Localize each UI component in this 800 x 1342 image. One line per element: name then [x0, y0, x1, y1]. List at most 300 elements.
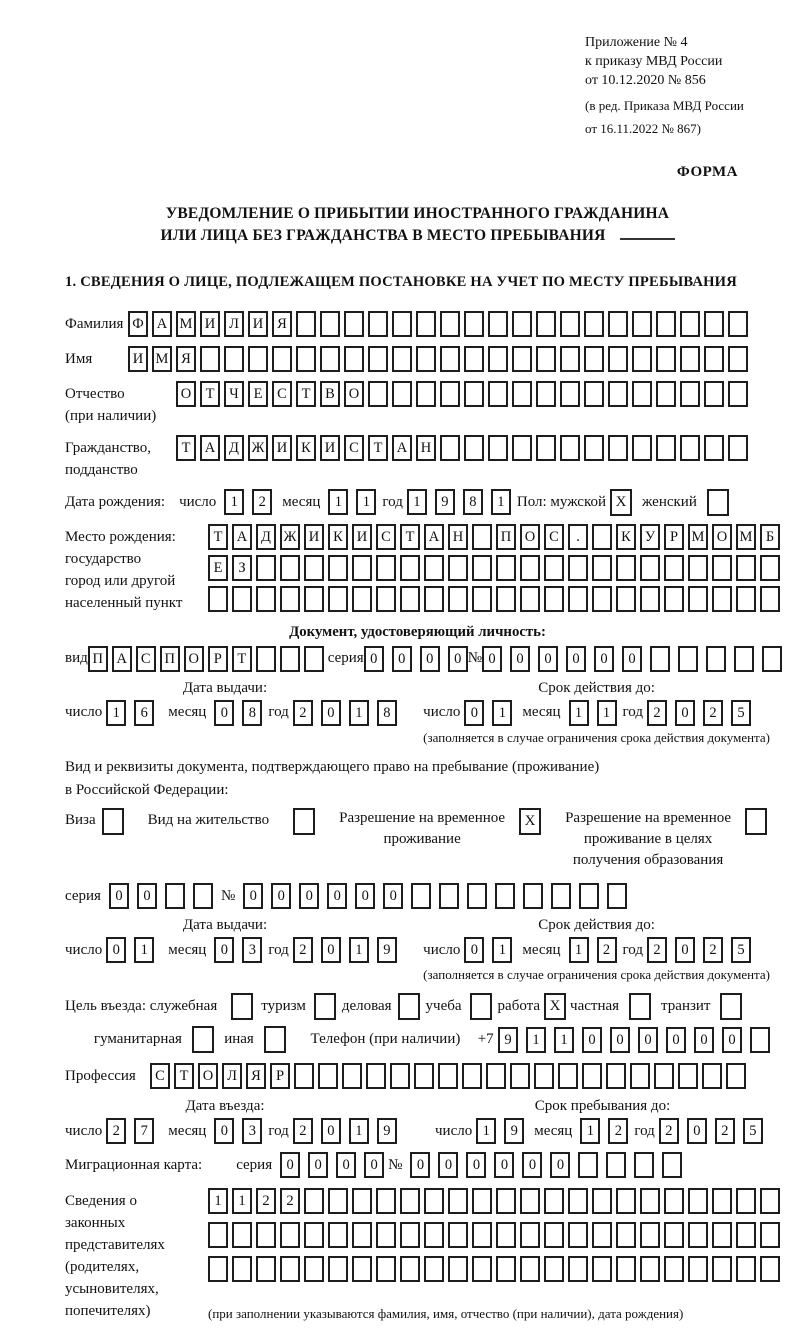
char-cell[interactable]: [328, 1188, 348, 1214]
char-cell[interactable]: [304, 555, 324, 581]
char-cell[interactable]: 1: [349, 700, 369, 726]
char-cell[interactable]: [320, 311, 340, 337]
char-cell[interactable]: [376, 1222, 396, 1248]
char-cell[interactable]: [256, 555, 276, 581]
char-cell[interactable]: [272, 346, 292, 372]
char-cell[interactable]: [584, 435, 604, 461]
char-cell[interactable]: [656, 311, 676, 337]
char-cell[interactable]: Т: [174, 1063, 194, 1089]
char-cell[interactable]: [616, 1222, 636, 1248]
char-cell[interactable]: [534, 1063, 554, 1089]
char-cell[interactable]: [560, 346, 580, 372]
char-cell[interactable]: [193, 883, 213, 909]
char-cell[interactable]: И: [248, 311, 268, 337]
char-cell[interactable]: 0: [522, 1152, 542, 1178]
business-checkbox[interactable]: [398, 993, 420, 1020]
char-cell[interactable]: [496, 1188, 516, 1214]
char-cell[interactable]: [704, 311, 724, 337]
char-cell[interactable]: [579, 883, 599, 909]
char-cell[interactable]: [712, 1222, 732, 1248]
char-cell[interactable]: 9: [435, 489, 455, 515]
female-checkbox[interactable]: [707, 489, 729, 516]
char-cell[interactable]: 1: [106, 700, 126, 726]
transit-checkbox[interactable]: [720, 993, 742, 1020]
char-cell[interactable]: 9: [377, 937, 397, 963]
char-cell[interactable]: 7: [134, 1118, 154, 1144]
char-cell[interactable]: 0: [280, 1152, 300, 1178]
char-cell[interactable]: 2: [703, 700, 723, 726]
char-cell[interactable]: [448, 555, 468, 581]
char-cell[interactable]: [608, 346, 628, 372]
char-cell[interactable]: [640, 555, 660, 581]
char-cell[interactable]: [208, 1222, 228, 1248]
char-cell[interactable]: [376, 555, 396, 581]
char-cell[interactable]: 0: [355, 883, 375, 909]
char-cell[interactable]: [376, 1188, 396, 1214]
private-checkbox[interactable]: [629, 993, 651, 1020]
char-cell[interactable]: О: [712, 524, 732, 550]
char-cell[interactable]: [342, 1063, 362, 1089]
char-cell[interactable]: [464, 435, 484, 461]
char-cell[interactable]: .: [568, 524, 588, 550]
char-cell[interactable]: [750, 1027, 770, 1053]
char-cell[interactable]: К: [296, 435, 316, 461]
char-cell[interactable]: [304, 1222, 324, 1248]
char-cell[interactable]: [464, 381, 484, 407]
char-cell[interactable]: Р: [208, 646, 228, 672]
char-cell[interactable]: [424, 586, 444, 612]
char-cell[interactable]: 0: [638, 1027, 658, 1053]
char-cell[interactable]: 2: [659, 1118, 679, 1144]
char-cell[interactable]: [416, 311, 436, 337]
char-cell[interactable]: 0: [566, 646, 586, 672]
char-cell[interactable]: [416, 381, 436, 407]
char-cell[interactable]: [654, 1063, 674, 1089]
char-cell[interactable]: [376, 1256, 396, 1282]
char-cell[interactable]: [344, 346, 364, 372]
char-cell[interactable]: 0: [510, 646, 530, 672]
char-cell[interactable]: Л: [222, 1063, 242, 1089]
char-cell[interactable]: [762, 646, 782, 672]
char-cell[interactable]: [464, 311, 484, 337]
char-cell[interactable]: 0: [364, 1152, 384, 1178]
tourism-checkbox[interactable]: [314, 993, 336, 1020]
char-cell[interactable]: 5: [743, 1118, 763, 1144]
char-cell[interactable]: [368, 346, 388, 372]
char-cell[interactable]: [664, 1222, 684, 1248]
work-checkbox[interactable]: X: [544, 993, 566, 1020]
char-cell[interactable]: 5: [731, 700, 751, 726]
char-cell[interactable]: 1: [356, 489, 376, 515]
char-cell[interactable]: [512, 435, 532, 461]
char-cell[interactable]: Ф: [128, 311, 148, 337]
char-cell[interactable]: [760, 586, 780, 612]
char-cell[interactable]: [584, 346, 604, 372]
char-cell[interactable]: Т: [296, 381, 316, 407]
char-cell[interactable]: А: [112, 646, 132, 672]
char-cell[interactable]: 0: [675, 700, 695, 726]
char-cell[interactable]: М: [176, 311, 196, 337]
char-cell[interactable]: [592, 524, 612, 550]
char-cell[interactable]: [472, 1188, 492, 1214]
char-cell[interactable]: 0: [109, 883, 129, 909]
char-cell[interactable]: [304, 1256, 324, 1282]
char-cell[interactable]: С: [376, 524, 396, 550]
char-cell[interactable]: [560, 435, 580, 461]
char-cell[interactable]: 9: [504, 1118, 524, 1144]
char-cell[interactable]: 0: [466, 1152, 486, 1178]
char-cell[interactable]: [424, 1256, 444, 1282]
char-cell[interactable]: [568, 1256, 588, 1282]
char-cell[interactable]: [662, 1152, 682, 1178]
char-cell[interactable]: С: [544, 524, 564, 550]
char-cell[interactable]: [650, 646, 670, 672]
char-cell[interactable]: Е: [208, 555, 228, 581]
char-cell[interactable]: [248, 346, 268, 372]
char-cell[interactable]: А: [232, 524, 252, 550]
char-cell[interactable]: [392, 346, 412, 372]
char-cell[interactable]: М: [152, 346, 172, 372]
char-cell[interactable]: 0: [448, 646, 468, 672]
char-cell[interactable]: [544, 1222, 564, 1248]
char-cell[interactable]: [664, 1256, 684, 1282]
char-cell[interactable]: 2: [280, 1188, 300, 1214]
char-cell[interactable]: 0: [364, 646, 384, 672]
char-cell[interactable]: [366, 1063, 386, 1089]
char-cell[interactable]: 0: [687, 1118, 707, 1144]
char-cell[interactable]: [680, 435, 700, 461]
char-cell[interactable]: 0: [494, 1152, 514, 1178]
char-cell[interactable]: А: [424, 524, 444, 550]
char-cell[interactable]: 2: [293, 937, 313, 963]
char-cell[interactable]: 1: [349, 937, 369, 963]
char-cell[interactable]: 0: [582, 1027, 602, 1053]
char-cell[interactable]: Т: [208, 524, 228, 550]
char-cell[interactable]: [551, 883, 571, 909]
char-cell[interactable]: К: [328, 524, 348, 550]
char-cell[interactable]: Т: [400, 524, 420, 550]
temp-permit-checkbox[interactable]: X: [519, 808, 541, 835]
char-cell[interactable]: [256, 646, 276, 672]
char-cell[interactable]: А: [392, 435, 412, 461]
char-cell[interactable]: [280, 586, 300, 612]
char-cell[interactable]: [536, 346, 556, 372]
char-cell[interactable]: [472, 555, 492, 581]
char-cell[interactable]: О: [176, 381, 196, 407]
char-cell[interactable]: [640, 586, 660, 612]
char-cell[interactable]: 0: [214, 700, 234, 726]
char-cell[interactable]: 0: [299, 883, 319, 909]
char-cell[interactable]: [544, 586, 564, 612]
char-cell[interactable]: У: [640, 524, 660, 550]
char-cell[interactable]: [488, 381, 508, 407]
char-cell[interactable]: [256, 586, 276, 612]
char-cell[interactable]: Л: [224, 311, 244, 337]
char-cell[interactable]: Д: [224, 435, 244, 461]
char-cell[interactable]: [208, 586, 228, 612]
char-cell[interactable]: [520, 1256, 540, 1282]
char-cell[interactable]: 0: [321, 937, 341, 963]
char-cell[interactable]: [200, 346, 220, 372]
char-cell[interactable]: [512, 311, 532, 337]
char-cell[interactable]: [704, 346, 724, 372]
char-cell[interactable]: [728, 381, 748, 407]
char-cell[interactable]: [607, 883, 627, 909]
char-cell[interactable]: А: [152, 311, 172, 337]
char-cell[interactable]: 0: [438, 1152, 458, 1178]
char-cell[interactable]: [411, 883, 431, 909]
char-cell[interactable]: 0: [482, 646, 502, 672]
char-cell[interactable]: Д: [256, 524, 276, 550]
char-cell[interactable]: [728, 346, 748, 372]
char-cell[interactable]: 1: [232, 1188, 252, 1214]
char-cell[interactable]: [496, 1222, 516, 1248]
char-cell[interactable]: Н: [416, 435, 436, 461]
char-cell[interactable]: [496, 555, 516, 581]
char-cell[interactable]: 0: [666, 1027, 686, 1053]
char-cell[interactable]: [294, 1063, 314, 1089]
char-cell[interactable]: [256, 1256, 276, 1282]
edu-permit-checkbox[interactable]: [745, 808, 767, 835]
char-cell[interactable]: [688, 1256, 708, 1282]
char-cell[interactable]: [736, 1256, 756, 1282]
char-cell[interactable]: [544, 1256, 564, 1282]
char-cell[interactable]: [280, 1256, 300, 1282]
char-cell[interactable]: [608, 311, 628, 337]
char-cell[interactable]: Т: [368, 435, 388, 461]
char-cell[interactable]: [520, 555, 540, 581]
char-cell[interactable]: П: [88, 646, 108, 672]
char-cell[interactable]: 0: [327, 883, 347, 909]
char-cell[interactable]: [606, 1063, 626, 1089]
char-cell[interactable]: О: [198, 1063, 218, 1089]
char-cell[interactable]: 1: [569, 937, 589, 963]
char-cell[interactable]: [352, 1256, 372, 1282]
char-cell[interactable]: [760, 555, 780, 581]
char-cell[interactable]: [280, 1222, 300, 1248]
char-cell[interactable]: [544, 555, 564, 581]
char-cell[interactable]: [512, 346, 532, 372]
char-cell[interactable]: [584, 381, 604, 407]
char-cell[interactable]: В: [320, 381, 340, 407]
char-cell[interactable]: И: [128, 346, 148, 372]
char-cell[interactable]: [414, 1063, 434, 1089]
char-cell[interactable]: И: [304, 524, 324, 550]
char-cell[interactable]: [304, 1188, 324, 1214]
char-cell[interactable]: [304, 646, 324, 672]
official-checkbox[interactable]: [231, 993, 253, 1020]
char-cell[interactable]: [376, 586, 396, 612]
char-cell[interactable]: [688, 1188, 708, 1214]
char-cell[interactable]: [678, 646, 698, 672]
char-cell[interactable]: [400, 1256, 420, 1282]
char-cell[interactable]: 1: [526, 1027, 546, 1053]
char-cell[interactable]: [640, 1188, 660, 1214]
char-cell[interactable]: [616, 555, 636, 581]
char-cell[interactable]: [680, 311, 700, 337]
char-cell[interactable]: [736, 555, 756, 581]
char-cell[interactable]: [400, 1188, 420, 1214]
char-cell[interactable]: [495, 883, 515, 909]
char-cell[interactable]: [726, 1063, 746, 1089]
char-cell[interactable]: 0: [383, 883, 403, 909]
char-cell[interactable]: [578, 1152, 598, 1178]
char-cell[interactable]: [352, 555, 372, 581]
char-cell[interactable]: [712, 1188, 732, 1214]
study-checkbox[interactable]: [470, 993, 492, 1020]
char-cell[interactable]: 1: [328, 489, 348, 515]
char-cell[interactable]: [416, 346, 436, 372]
char-cell[interactable]: 9: [377, 1118, 397, 1144]
char-cell[interactable]: [296, 311, 316, 337]
char-cell[interactable]: [702, 1063, 722, 1089]
char-cell[interactable]: [608, 435, 628, 461]
char-cell[interactable]: [560, 311, 580, 337]
char-cell[interactable]: [424, 555, 444, 581]
char-cell[interactable]: [488, 435, 508, 461]
char-cell[interactable]: [328, 586, 348, 612]
visa-checkbox[interactable]: [102, 808, 124, 835]
char-cell[interactable]: Р: [664, 524, 684, 550]
char-cell[interactable]: [440, 435, 460, 461]
char-cell[interactable]: [568, 555, 588, 581]
char-cell[interactable]: [632, 311, 652, 337]
char-cell[interactable]: [680, 381, 700, 407]
char-cell[interactable]: [536, 381, 556, 407]
char-cell[interactable]: 0: [550, 1152, 570, 1178]
char-cell[interactable]: [368, 381, 388, 407]
char-cell[interactable]: К: [616, 524, 636, 550]
char-cell[interactable]: [344, 311, 364, 337]
char-cell[interactable]: [352, 586, 372, 612]
char-cell[interactable]: [232, 1222, 252, 1248]
char-cell[interactable]: [688, 1222, 708, 1248]
char-cell[interactable]: [392, 381, 412, 407]
char-cell[interactable]: 2: [256, 1188, 276, 1214]
char-cell[interactable]: [632, 346, 652, 372]
char-cell[interactable]: [734, 646, 754, 672]
char-cell[interactable]: [664, 1188, 684, 1214]
char-cell[interactable]: [232, 586, 252, 612]
char-cell[interactable]: 0: [321, 700, 341, 726]
char-cell[interactable]: 1: [349, 1118, 369, 1144]
char-cell[interactable]: [448, 1188, 468, 1214]
char-cell[interactable]: [568, 1188, 588, 1214]
char-cell[interactable]: Ж: [280, 524, 300, 550]
char-cell[interactable]: 3: [242, 1118, 262, 1144]
char-cell[interactable]: [640, 1256, 660, 1282]
char-cell[interactable]: [400, 1222, 420, 1248]
char-cell[interactable]: 1: [492, 937, 512, 963]
char-cell[interactable]: 1: [224, 489, 244, 515]
char-cell[interactable]: [634, 1152, 654, 1178]
char-cell[interactable]: [616, 1188, 636, 1214]
char-cell[interactable]: 0: [694, 1027, 714, 1053]
char-cell[interactable]: [568, 1222, 588, 1248]
char-cell[interactable]: [656, 381, 676, 407]
char-cell[interactable]: [544, 1188, 564, 1214]
char-cell[interactable]: 2: [703, 937, 723, 963]
char-cell[interactable]: [520, 586, 540, 612]
char-cell[interactable]: 1: [580, 1118, 600, 1144]
char-cell[interactable]: 0: [392, 646, 412, 672]
char-cell[interactable]: [488, 311, 508, 337]
char-cell[interactable]: 0: [410, 1152, 430, 1178]
char-cell[interactable]: 8: [463, 489, 483, 515]
char-cell[interactable]: 0: [137, 883, 157, 909]
char-cell[interactable]: [424, 1188, 444, 1214]
char-cell[interactable]: [280, 646, 300, 672]
char-cell[interactable]: [472, 1222, 492, 1248]
char-cell[interactable]: [568, 586, 588, 612]
char-cell[interactable]: [592, 1188, 612, 1214]
char-cell[interactable]: 1: [476, 1118, 496, 1144]
char-cell[interactable]: 8: [377, 700, 397, 726]
char-cell[interactable]: [488, 346, 508, 372]
char-cell[interactable]: [712, 1256, 732, 1282]
char-cell[interactable]: [520, 1222, 540, 1248]
char-cell[interactable]: [536, 311, 556, 337]
char-cell[interactable]: С: [272, 381, 292, 407]
char-cell[interactable]: [256, 1222, 276, 1248]
char-cell[interactable]: [592, 555, 612, 581]
char-cell[interactable]: [582, 1063, 602, 1089]
char-cell[interactable]: 0: [420, 646, 440, 672]
char-cell[interactable]: [712, 555, 732, 581]
char-cell[interactable]: 6: [134, 700, 154, 726]
char-cell[interactable]: [536, 435, 556, 461]
char-cell[interactable]: [496, 586, 516, 612]
char-cell[interactable]: [688, 555, 708, 581]
char-cell[interactable]: [224, 346, 244, 372]
char-cell[interactable]: [448, 1222, 468, 1248]
char-cell[interactable]: [736, 1222, 756, 1248]
char-cell[interactable]: [472, 586, 492, 612]
char-cell[interactable]: [736, 1188, 756, 1214]
char-cell[interactable]: 2: [597, 937, 617, 963]
char-cell[interactable]: Н: [448, 524, 468, 550]
char-cell[interactable]: 2: [715, 1118, 735, 1144]
char-cell[interactable]: 0: [336, 1152, 356, 1178]
char-cell[interactable]: 0: [464, 937, 484, 963]
char-cell[interactable]: [616, 586, 636, 612]
char-cell[interactable]: А: [200, 435, 220, 461]
char-cell[interactable]: Ч: [224, 381, 244, 407]
char-cell[interactable]: 0: [106, 937, 126, 963]
char-cell[interactable]: [520, 1188, 540, 1214]
char-cell[interactable]: 0: [538, 646, 558, 672]
char-cell[interactable]: [472, 1256, 492, 1282]
char-cell[interactable]: 5: [731, 937, 751, 963]
char-cell[interactable]: [440, 311, 460, 337]
char-cell[interactable]: [400, 586, 420, 612]
char-cell[interactable]: [165, 883, 185, 909]
char-cell[interactable]: [584, 311, 604, 337]
char-cell[interactable]: Б: [760, 524, 780, 550]
char-cell[interactable]: Я: [246, 1063, 266, 1089]
char-cell[interactable]: [400, 555, 420, 581]
char-cell[interactable]: [328, 1256, 348, 1282]
char-cell[interactable]: [640, 1222, 660, 1248]
char-cell[interactable]: [352, 1188, 372, 1214]
char-cell[interactable]: З: [232, 555, 252, 581]
char-cell[interactable]: [464, 346, 484, 372]
char-cell[interactable]: С: [344, 435, 364, 461]
char-cell[interactable]: 0: [321, 1118, 341, 1144]
char-cell[interactable]: [208, 1256, 228, 1282]
char-cell[interactable]: [616, 1256, 636, 1282]
char-cell[interactable]: [632, 381, 652, 407]
